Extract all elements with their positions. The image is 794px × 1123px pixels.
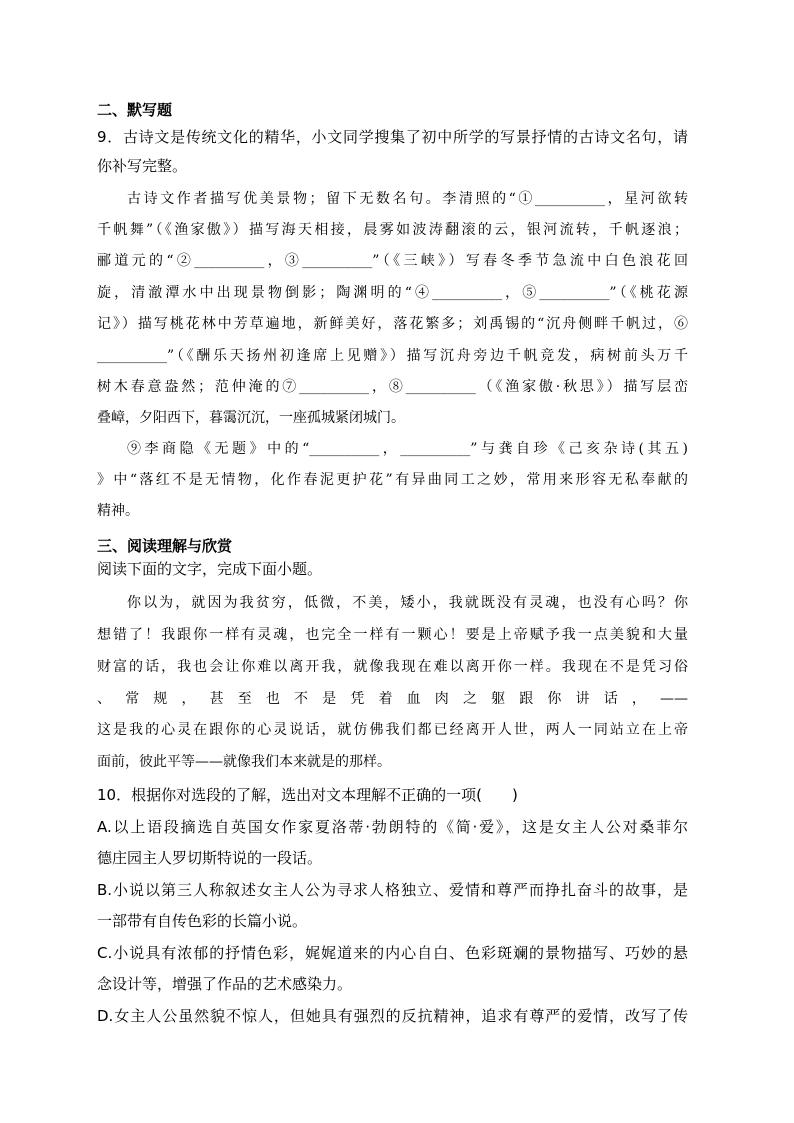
reading-passage-line-3: 财富的话，我也会让你难以离开我，就像我现在难以离开你一样。我现在不是凭习俗 <box>97 659 688 675</box>
option-b-line-2: 一部带有自传色彩的长篇小说。 <box>97 912 308 930</box>
poem-fill-line-10: 》中“落红不是无情物，化作春泥更护花”有异曲同工之妙，常用来形容无私奉献的 <box>97 472 688 488</box>
question-9-line-1: 9．古诗文是传统文化的精华，小文同学搜集了初中所学的写景抒情的古诗文名句，请 <box>97 128 688 146</box>
poem-fill-line-7: 树木春意盎然；范仲淹的⑦__________，⑧__________（《渔家傲·秋思》）描写层峦 <box>97 379 688 395</box>
reading-instruction: 阅读下面的文字，完成下面小题。 <box>97 560 323 578</box>
reading-passage-line-5: 这是我的心灵在跟你的心灵说话，就仿佛我们都已经离开人世，两人一同站立在上帝 <box>97 722 688 738</box>
option-d-line-1: D.女主人公虽然貌不惊人，但她具有强烈的反抗精神，追求有尊严的爱情，改写了传 <box>97 1007 688 1025</box>
poem-fill-line-2: 千帆舞”（《渔家傲》）描写海天相接，晨雾如波涛翻滚的云，银河流转，千帆逐浪； <box>97 222 688 238</box>
option-c-line-1: C.小说具有浓郁的抒情色彩，娓娓道来的内心自白、色彩斑斓的景物描写、巧妙的悬 <box>97 944 688 962</box>
poem-fill-line-6: __________”（《酬乐天扬州初逢席上见赠》）描写沉舟旁边千帆竞发，病树前头万千 <box>97 348 688 364</box>
reading-passage-line-4: 、常规，甚至也不是凭着血肉之躯跟你讲话，—— <box>97 691 688 707</box>
poem-fill-line-1: 古诗文作者描写优美景物；留下无数名句。李清照的“①__________，星河欲转 <box>127 191 688 207</box>
option-a-line-1: A.以上语段摘选自英国女作家夏洛蒂·勃朗特的《简·爱》，这是女主人公对桑菲尔 <box>97 818 688 836</box>
option-a-line-2: 德庄园主人罗切斯特说的一段话。 <box>97 849 323 867</box>
poem-fill-line-5: 记》）描写桃花林中芳草遍地，新鲜美好，落花繁多；刘禹锡的“沉舟侧畔千帆过，⑥ <box>97 316 688 332</box>
reading-passage-line-2: 想错了！我跟你一样有灵魂，也完全一样有一颗心！要是上帝赋予我一点美貌和大量 <box>97 627 688 643</box>
reading-passage-line-6: 面前，彼此平等——就像我们本来就是的那样。 <box>97 754 391 770</box>
question-9-line-2: 你补写完整。 <box>97 157 188 175</box>
section-3-title: 三、阅读理解与欣赏 <box>97 537 233 555</box>
poem-fill-line-4: 旋，清澈潭水中出现景物倒影；陶渊明的“④__________，⑤__________”（《桃花源 <box>97 285 688 301</box>
section-2-title: 二、默写题 <box>97 101 173 119</box>
poem-fill-line-11: 精神。 <box>97 503 139 519</box>
question-10-stem: 10．根据你对选段的了解，选出对文本理解不正确的一项( ) <box>97 786 518 804</box>
option-b-line-1: B.小说以第三人称叙述女主人公为寻求人格独立、爱情和尊严而挣扎奋斗的故事，是 <box>97 881 688 899</box>
reading-passage-line-1: 你以为，就因为我贫穷，低微，不美，矮小，我就既没有灵魂，也没有心吗？你 <box>127 595 688 611</box>
poem-fill-line-9: ⑨李商隐《无题》中的“__________，__________”与龚自珍《己亥杂诗(其五) <box>127 441 688 457</box>
option-c-line-2: 念设计等，增强了作品的艺术感染力。 <box>97 975 353 993</box>
poem-fill-line-8: 叠嶂，夕阳西下，暮霭沉沉，一座孤城紧闭城门。 <box>97 410 405 426</box>
poem-fill-line-3: 郦道元的“②__________，③__________”（《三峡》）写春冬季节急流中白色浪花回 <box>97 253 688 269</box>
